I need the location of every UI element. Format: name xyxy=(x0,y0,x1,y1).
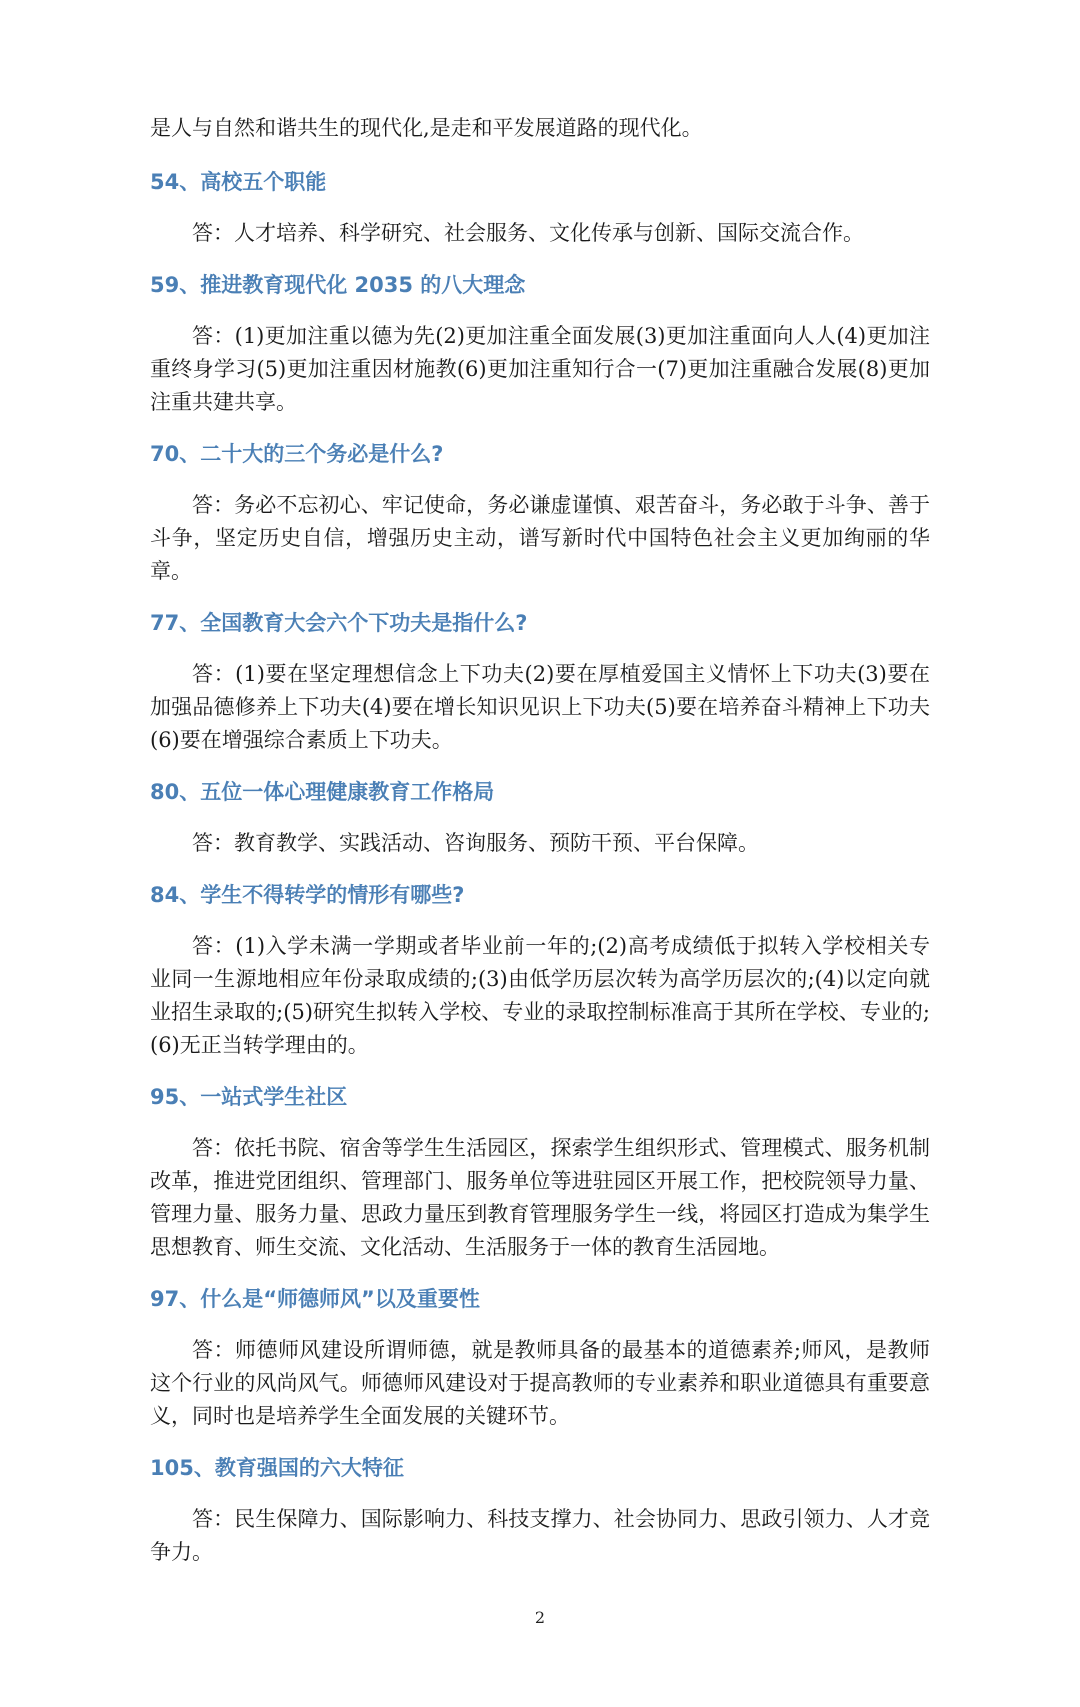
section-heading: 77、全国教育大会六个下功夫是指什么? xyxy=(150,611,528,635)
page-number: 2 xyxy=(534,1608,546,1627)
section-answer: 答：(1)更加注重以德为先(2)更加注重全面发展(3)更加注重面向人人(4)更加注重终身学习(5)更加注重因材施教(6)更加注重知行合一(7)更加注重融合发展(8)更加注重共建共享。 xyxy=(150,324,930,414)
section-heading: 105、教育强国的六大特征 xyxy=(150,1456,404,1480)
section-heading: 84、学生不得转学的情形有哪些? xyxy=(150,883,465,907)
section-answer: 答：依托书院、宿舍等学生生活园区，探索学生组织形式、管理模式、服务机制改革，推进党团组织、管理部门、服务单位等进驻园区开展工作，把校院领导力量、管理力量、服务力量、思政力量压到教育管理服务学生一线，将园区打造成为集学生思想教育、师生交流、文化活动、生活服务于一体的教育生活园地。 xyxy=(150,1136,930,1259)
section-heading: 54、高校五个职能 xyxy=(150,170,327,194)
section-answer: 答：民生保障力、国际影响力、科技支撑力、社会协同力、思政引领力、人才竞争力。 xyxy=(150,1507,930,1564)
section-answer: 答：人才培养、科学研究、社会服务、文化传承与创新、国际交流合作。 xyxy=(192,221,864,245)
section-heading: 95、一站式学生社区 xyxy=(150,1085,348,1109)
page-content xyxy=(150,112,930,1589)
section-heading: 80、五位一体心理健康教育工作格局 xyxy=(150,780,495,804)
section-heading: 97、什么是“师德师风”以及重要性 xyxy=(150,1287,480,1311)
section-heading: 59、推进教育现代化 2035 的八大理念 xyxy=(150,273,526,297)
section-answer: 答：(1)要在坚定理想信念上下功夫(2)要在厚植爱国主义情怀上下功夫(3)要在加强品德修养上下功夫(4)要在增长知识见识上下功夫(5)要在培养奋斗精神上下功夫(6)要在增强综合素质上下功夫。 xyxy=(150,662,930,752)
section-answer: 答：师德师风建设所谓师德，就是教师具备的最基本的道德素养;师风，是教师这个行业的风尚风气。师德师风建设对于提高教师的专业素养和职业道德具有重要意义，同时也是培养学生全面发展的关键环节。 xyxy=(150,1338,930,1428)
section-answer: 答：教育教学、实践活动、咨询服务、预防干预、平台保障。 xyxy=(192,831,759,855)
section-heading: 70、二十大的三个务必是什么? xyxy=(150,442,444,466)
lead-paragraph: 是人与自然和谐共生的现代化,是走和平发展道路的现代化。 xyxy=(150,116,703,140)
section-answer: 答：务必不忘初心、牢记使命，务必谦虚谨慎、艰苦奋斗，务必敢于斗争、善于斗争，坚定历史自信，增强历史主动，谱写新时代中国特色社会主义更加绚丽的华章。 xyxy=(150,493,930,583)
section-answer: 答：(1)入学未满一学期或者毕业前一年的;(2)高考成绩低于拟转入学校相关专业同一生源地相应年份录取成绩的;(3)由低学历层次转为高学历层次的;(4)以定向就业招生录取的;(5)研究生拟转入学校、专业的录取控制标准高于其所在学校、专业的;(6)无正当转学理由的。 xyxy=(150,934,930,1057)
